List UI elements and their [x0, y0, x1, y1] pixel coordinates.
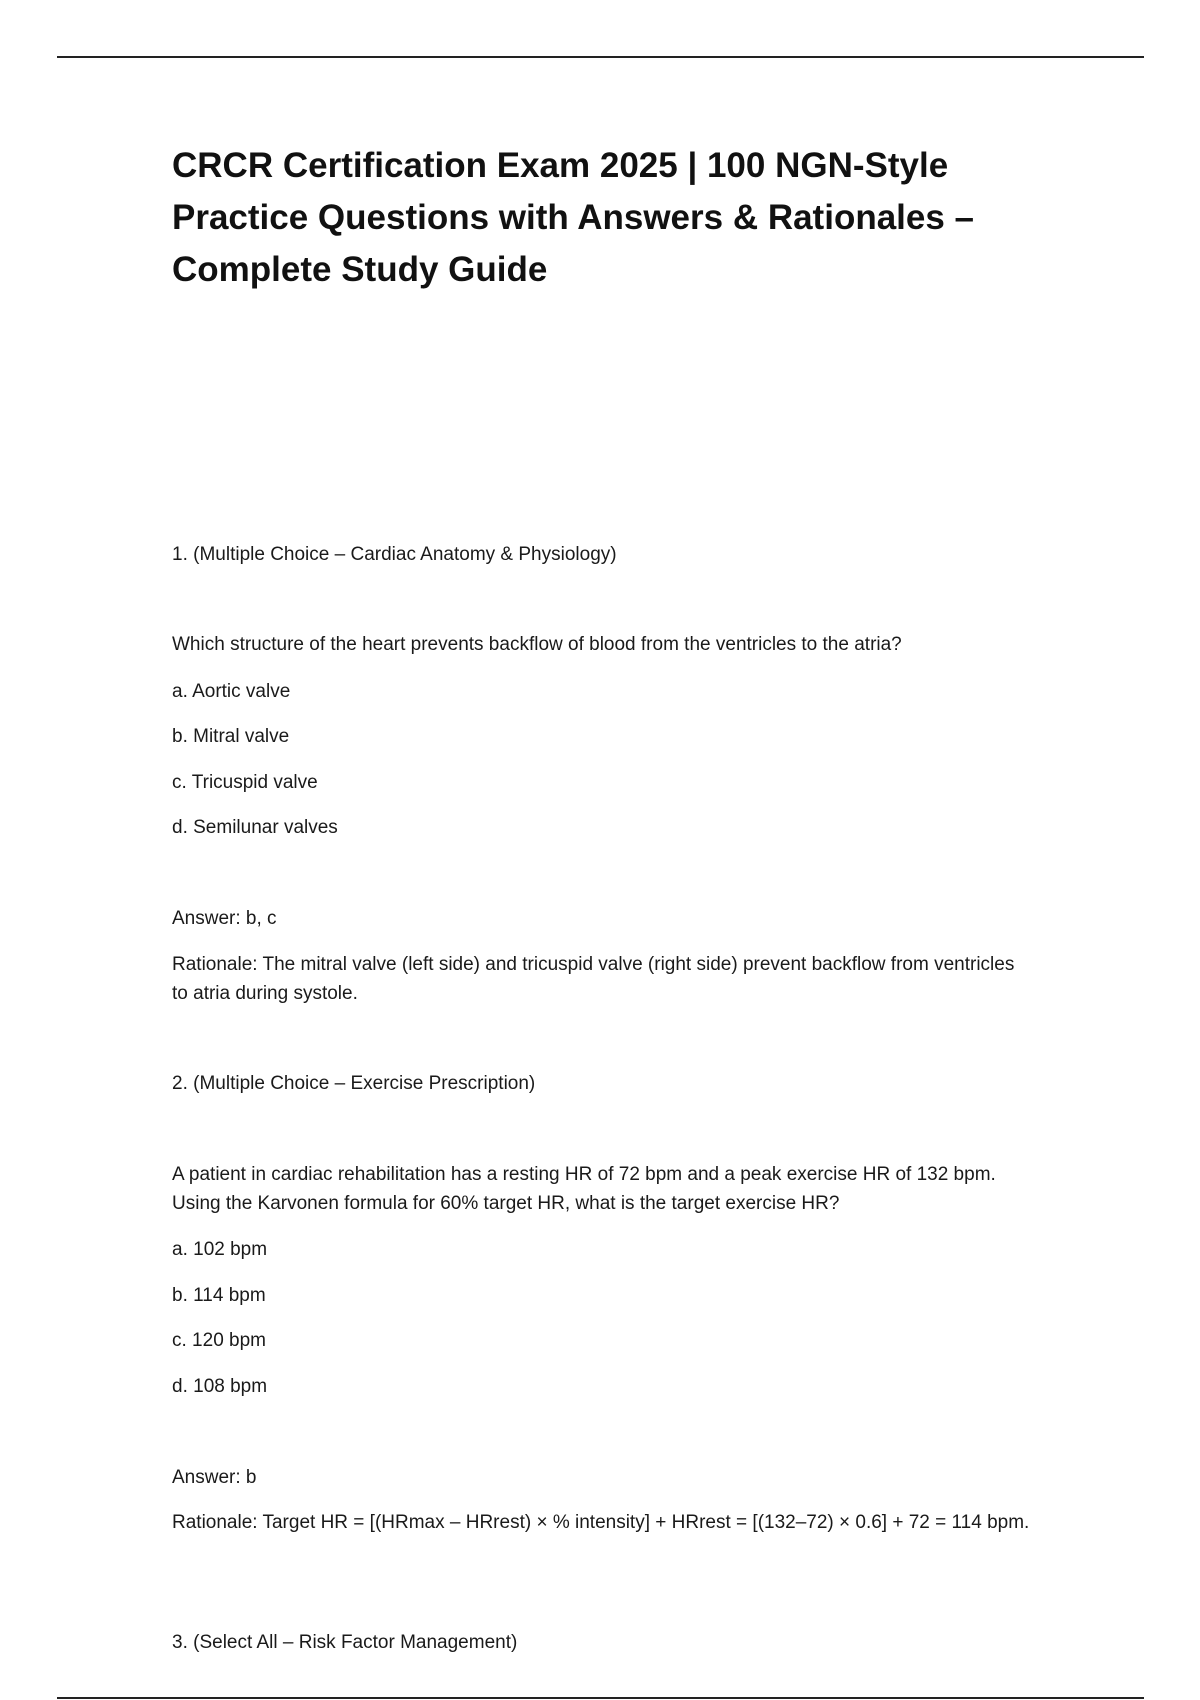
question-1-answer: Answer: b, c [172, 908, 277, 929]
question-2-option-a: a. 102 bpm [172, 1239, 268, 1260]
top-rule [57, 56, 1144, 58]
document-title: CRCR Certification Exam 2025 | 100 NGN-Style Practice Questions with Answers & Rationales – Complete Study Guide [172, 146, 975, 289]
question-2-option-c: c. 120 bpm [172, 1330, 266, 1351]
question-2-stem: A patient in cardiac rehabilitation has a resting HR of 72 bpm and a peak exercise HR of 132 bpm. Using the Karvonen formula for 60% target HR, what is the target exercise HR? [172, 1164, 996, 1214]
question-1-option-b: b. Mitral valve [172, 726, 290, 747]
question-2-header: 2. (Multiple Choice – Exercise Prescription) [172, 1073, 536, 1094]
question-2-option-d: d. 108 bpm [172, 1376, 268, 1397]
question-2-answer: Answer: b [172, 1467, 257, 1488]
question-1-rationale: Rationale: The mitral valve (left side) and tricuspid valve (right side) prevent backflow from ventricles to atria during systole. [172, 954, 1015, 1004]
question-3-header: 3. (Select All – Risk Factor Management) [172, 1632, 518, 1653]
question-1-option-a: a. Aortic valve [172, 681, 291, 702]
question-1-option-c: c. Tricuspid valve [172, 772, 318, 793]
question-1-option-d: d. Semilunar valves [172, 817, 338, 838]
question-2-option-b: b. 114 bpm [172, 1285, 266, 1306]
question-2-rationale: Rationale: Target HR = [(HRmax – HRrest) × % intensity] + HRrest = [(132–72) × 0.6] + 72 = 114 bpm. [172, 1512, 1030, 1533]
question-1-stem: Which structure of the heart prevents backflow of blood from the ventricles to the atria? [172, 634, 902, 655]
question-1-header: 1. (Multiple Choice – Cardiac Anatomy & Physiology) [172, 544, 617, 565]
bottom-rule [57, 1697, 1144, 1699]
